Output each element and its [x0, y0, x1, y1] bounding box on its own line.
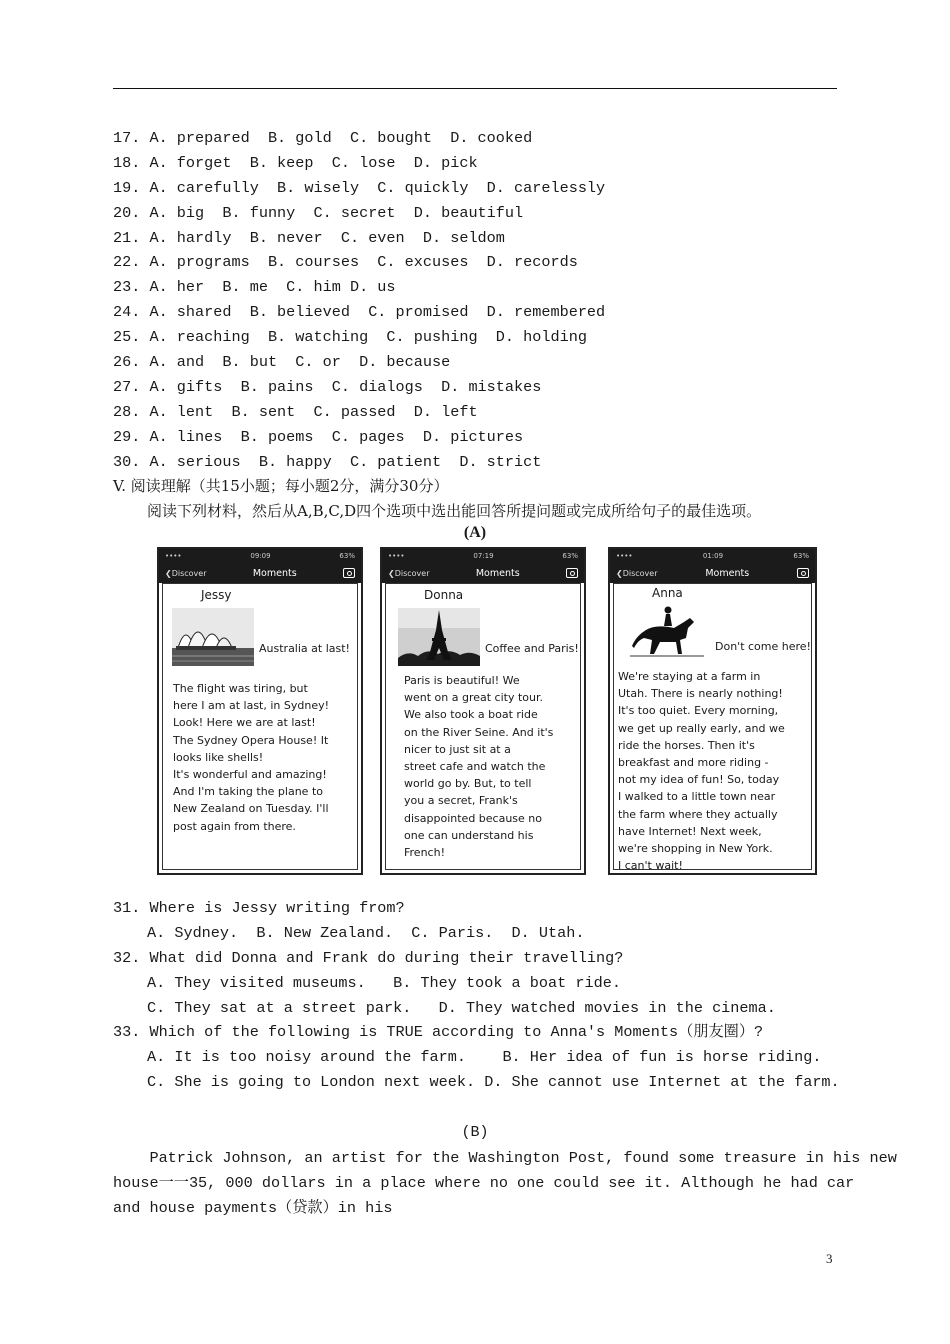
question-stem: 31. Where is Jessy writing from?: [113, 899, 405, 917]
phone-jessy: [157, 547, 363, 875]
battery: 63%: [793, 552, 809, 560]
screen-title: Moments: [252, 567, 297, 579]
choice-line: 19. A. carefully B. wisely C. quickly D. carelessly: [113, 178, 606, 197]
back-link[interactable]: ❮Discover: [616, 568, 658, 578]
phone-donna: [380, 547, 586, 875]
post-card: [385, 583, 581, 870]
passage-line: house一一35, 000 dollars in a place where no one could see it. Although he had car: [113, 1173, 855, 1192]
choice-line: 30. A. serious B. happy C. patient D. strict: [113, 452, 542, 471]
phone-anna: [608, 547, 817, 875]
post-text: Paris is beautiful! We went on a great city tour. We also took a boat ride on the River Seine. And it's nicer to just sit at a street cafe and watch the world go by. But, to tell you a secret, Frank's disappointed because no one can understand his French!: [404, 674, 554, 860]
section-heading: V. 阅读理解（共15小题；每小题2分，满分30分）: [113, 477, 449, 496]
choice-line: 28. A. lent B. sent C. passed D. left: [113, 402, 478, 421]
post-caption: Don't come here!: [715, 640, 811, 653]
status-bar: [159, 549, 361, 563]
camera-icon[interactable]: [797, 568, 809, 578]
questions: [113, 896, 840, 1095]
question-options: C. They sat at a street park. D. They watched movies in the cinema.: [147, 998, 776, 1017]
passage-b: [113, 1146, 897, 1221]
passage-b-label: (B): [461, 1124, 489, 1141]
passage-a-label: (A): [463, 524, 487, 541]
post-text: The flight was tiring, but here I am at last, in Sydney! Look! Here we are at last! The Sydney Opera House! It looks like shells! It's wonderful and amazing! And I'm taking the plane to New Zealand on Tuesday. I'll post again from there.: [173, 682, 330, 833]
passage-line: and house payments（贷款）in his: [113, 1198, 393, 1217]
question-stem: 32. What did Donna and Frank do during their travelling?: [113, 948, 624, 967]
choice-line: 22. A. programs B. courses C. excuses D. records: [113, 253, 578, 272]
back-link[interactable]: ❮Discover: [165, 568, 207, 578]
choice-line: 29. A. lines B. poems C. pages D. pictures: [113, 427, 524, 446]
choice-line: 20. A. big B. funny C. secret D. beautiful: [113, 203, 524, 222]
choice-line: 23. A. her B. me C. him D. us: [113, 278, 396, 297]
question-options: A. Sydney. B. New Zealand. C. Paris. D. Utah.: [147, 923, 585, 942]
post-text: We're staying at a farm in Utah. There is nearly nothing! It's too quiet. Every morning, we get up really early, and we ride the horses. Then it's breakfast and more riding - not my idea of fun! So, today I walked to a little town near the farm where they actually have Internet! Next week, we're shopping in New York. I can't wait!: [618, 670, 785, 873]
page-number: 3: [826, 1251, 833, 1266]
camera-icon[interactable]: [343, 568, 355, 578]
choice-line: 17. A. prepared B. gold C. bought D. cooked: [113, 129, 533, 147]
nav-bar: [159, 563, 361, 583]
post-card: [162, 583, 358, 870]
nav-bar: [382, 563, 584, 583]
moments-screenshots: [157, 547, 817, 877]
post-caption: Coffee and Paris!: [485, 642, 579, 655]
poster-name: Donna: [424, 588, 464, 602]
camera-icon[interactable]: [566, 568, 578, 578]
question-options: A. They visited museums. B. They took a boat ride.: [147, 973, 621, 992]
header-rule: [113, 88, 837, 89]
signal-dots: ••••: [388, 552, 405, 560]
choice-line: 24. A. shared B. believed C. promised D. remembered: [113, 303, 606, 322]
question-options: A. It is too noisy around the farm. B. Her idea of fun is horse riding.: [147, 1048, 822, 1067]
post-card: [613, 583, 812, 873]
battery: 63%: [562, 552, 578, 560]
back-link[interactable]: ❮Discover: [388, 568, 430, 578]
horse-rider-icon: [626, 604, 708, 662]
choice-line: 26. A. and B. but C. or D. because: [113, 353, 451, 372]
screen-title: Moments: [705, 567, 750, 579]
nav-bar: [610, 563, 815, 583]
screen-title: Moments: [475, 567, 520, 579]
status-bar: [610, 549, 815, 563]
question-options: C. She is going to London next week. D. She cannot use Internet at the farm.: [147, 1073, 840, 1092]
clock: 01:09: [702, 552, 724, 560]
section-instruction: 阅读下列材料，然后从A,B,C,D四个选项中选出能回答所提问题或完成所给句子的最佳选项。: [147, 502, 762, 521]
signal-dots: ••••: [616, 552, 633, 560]
choice-line: 18. A. forget B. keep C. lose D. pick: [113, 153, 478, 172]
post-caption: Australia at last!: [259, 642, 350, 655]
passage-line: Patrick Johnson, an artist for the Washington Post, found some treasure in his new: [113, 1149, 897, 1167]
signal-dots: ••••: [165, 552, 182, 560]
choice-line: 21. A. hardly B. never C. even D. seldom: [113, 228, 505, 247]
choice-line: 25. A. reaching B. watching C. pushing D. holding: [113, 328, 587, 347]
poster-name: Anna: [652, 586, 683, 600]
status-bar: [382, 549, 584, 563]
clock: 09:09: [250, 552, 271, 560]
battery: 63%: [339, 552, 355, 560]
answer-choices: [113, 126, 837, 524]
eiffel-tower-icon: [398, 608, 480, 666]
question-stem: 33. Which of the following is TRUE according to Anna's Moments（朋友圈）?: [113, 1023, 764, 1042]
poster-name: Jessy: [201, 588, 232, 602]
opera-house-icon: [172, 608, 254, 666]
clock: 07:19: [473, 552, 494, 560]
choice-line: 27. A. gifts B. pains C. dialogs D. mistakes: [113, 377, 542, 396]
